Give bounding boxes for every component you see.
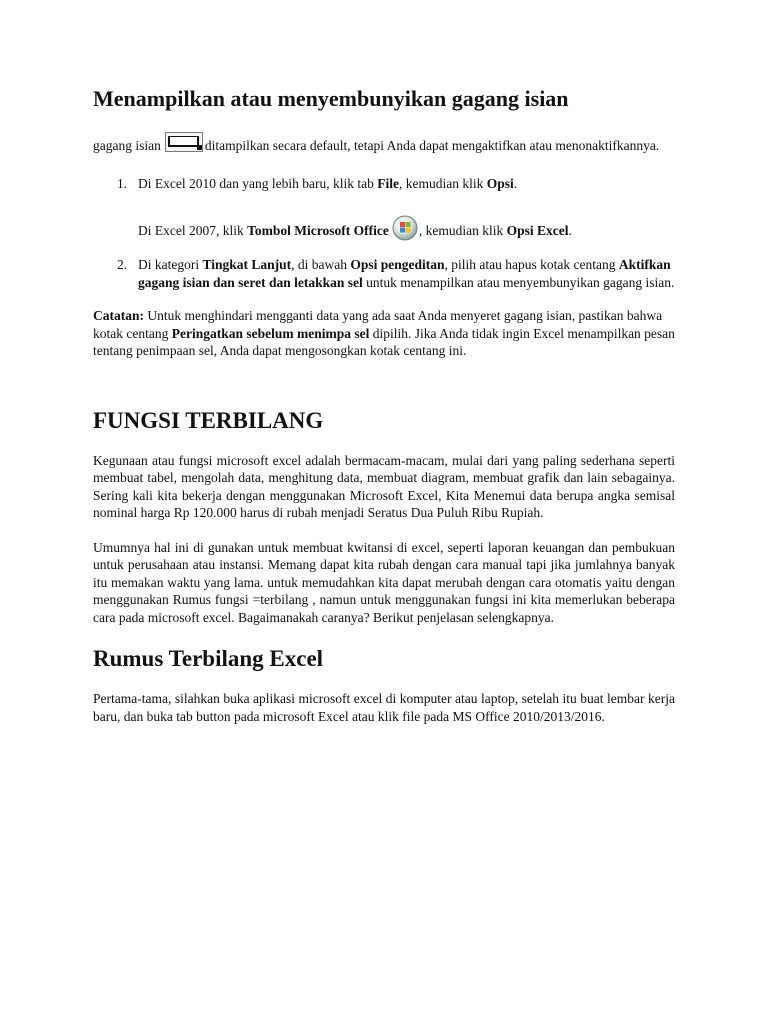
section-title-fill-handle: Menampilkan atau menyembunyikan gagang isian <box>93 86 569 111</box>
list-item: 1. Di Excel 2010 dan yang lebih baru, klik tab File, kemudian klik Opsi. Di Excel 2007, klik Tombol Microsoft Office , kemudian klik Opsi Excel. <box>93 175 675 242</box>
note-paragraph: Catatan: Untuk menghindari mengganti data yang ada saat Anda menyeret gagang isian, pastikan bahwa kotak centang Peringatkan sebelum menimpa sel dipilih. Jika Anda tidak ingin Excel menampilkan pesan tentang penimpaan sel, Anda dapat mengosongkan kotak centang ini. <box>93 308 675 358</box>
step-1-text: Di Excel 2010 dan yang lebih baru, klik tab File, kemudian klik Opsi. <box>138 175 518 191</box>
steps-list <box>93 175 675 292</box>
body-paragraph: Umumnya hal ini di gunakan untuk membuat kwitansi di excel, seperti laporan keuangan dan pembukuan untuk perusahaan atau instansi. Memang dapat kita rubah dengan cara manual tapi jika jumlahnya banyak itu memakan waktu yang lama. untuk memudahkan kita dapat merubah dengan cara otomatis yaitu dengan menggunakan Rumus fungsi =terbilang , namun untuk menggunakan fungsi ini kita memerlukan beberapa cara pada microsoft excel. Bagaimanakah caranya? Berikut penjelasan selengkapnya. <box>93 539 675 625</box>
office-button-icon <box>392 215 418 241</box>
excel-2007-text: Di Excel 2007, klik Tombol Microsoft Office , kemudian klik Opsi Excel. <box>138 215 675 241</box>
document-content <box>93 84 675 725</box>
intro-paragraph: gagang isian ditampilkan secara default, tetapi Anda dapat mengaktifkan atau menonaktifkannya. <box>93 132 675 155</box>
list-item: 2. Di kategori Tingkat Lanjut, di bawah Opsi pengeditan, pilih atau hapus kotak centang Aktifkan gagang isian dan seret dan letakkan sel untuk menampilkan atau menyembunyikan gagang isian. <box>117 257 675 290</box>
section-title-rumus-terbilang: Rumus Terbilang Excel <box>93 646 324 671</box>
body-paragraph: Kegunaan atau fungsi microsoft excel adalah bermacam-macam, mulai dari yang paling sederhana seperti membuat tabel, mengolah data, menghitung data, membuat diagram, membuat grafik dan lain sebagainya. Sering kali kita bekerja dengan menggunakan Microsoft Excel, Kita Menemui data berupa angka semisal nominal harga Rp 120.000 harus di rubah menjadi Seratus Dua Puluh Ribu Rupiah. <box>93 452 675 520</box>
fill-handle-icon <box>165 132 203 154</box>
section-title-fungsi-terbilang: FUNGSI TERBILANG <box>93 407 324 433</box>
body-paragraph: Pertama-tama, silahkan buka aplikasi microsoft excel di komputer atau laptop, setelah itu buat lembar kerja baru, dan buka tab button pada microsoft Excel atau klik file pada MS Office 2010/2013/2016. <box>93 691 675 724</box>
step-2-text: Di kategori Tingkat Lanjut, di bawah Opsi pengeditan, pilih atau hapus kotak centang Aktifkan gagang isian dan seret dan letakkan sel untuk menampilkan atau menyembunyikan gagang isian. <box>138 257 675 290</box>
note-label: Catatan: <box>93 308 144 323</box>
